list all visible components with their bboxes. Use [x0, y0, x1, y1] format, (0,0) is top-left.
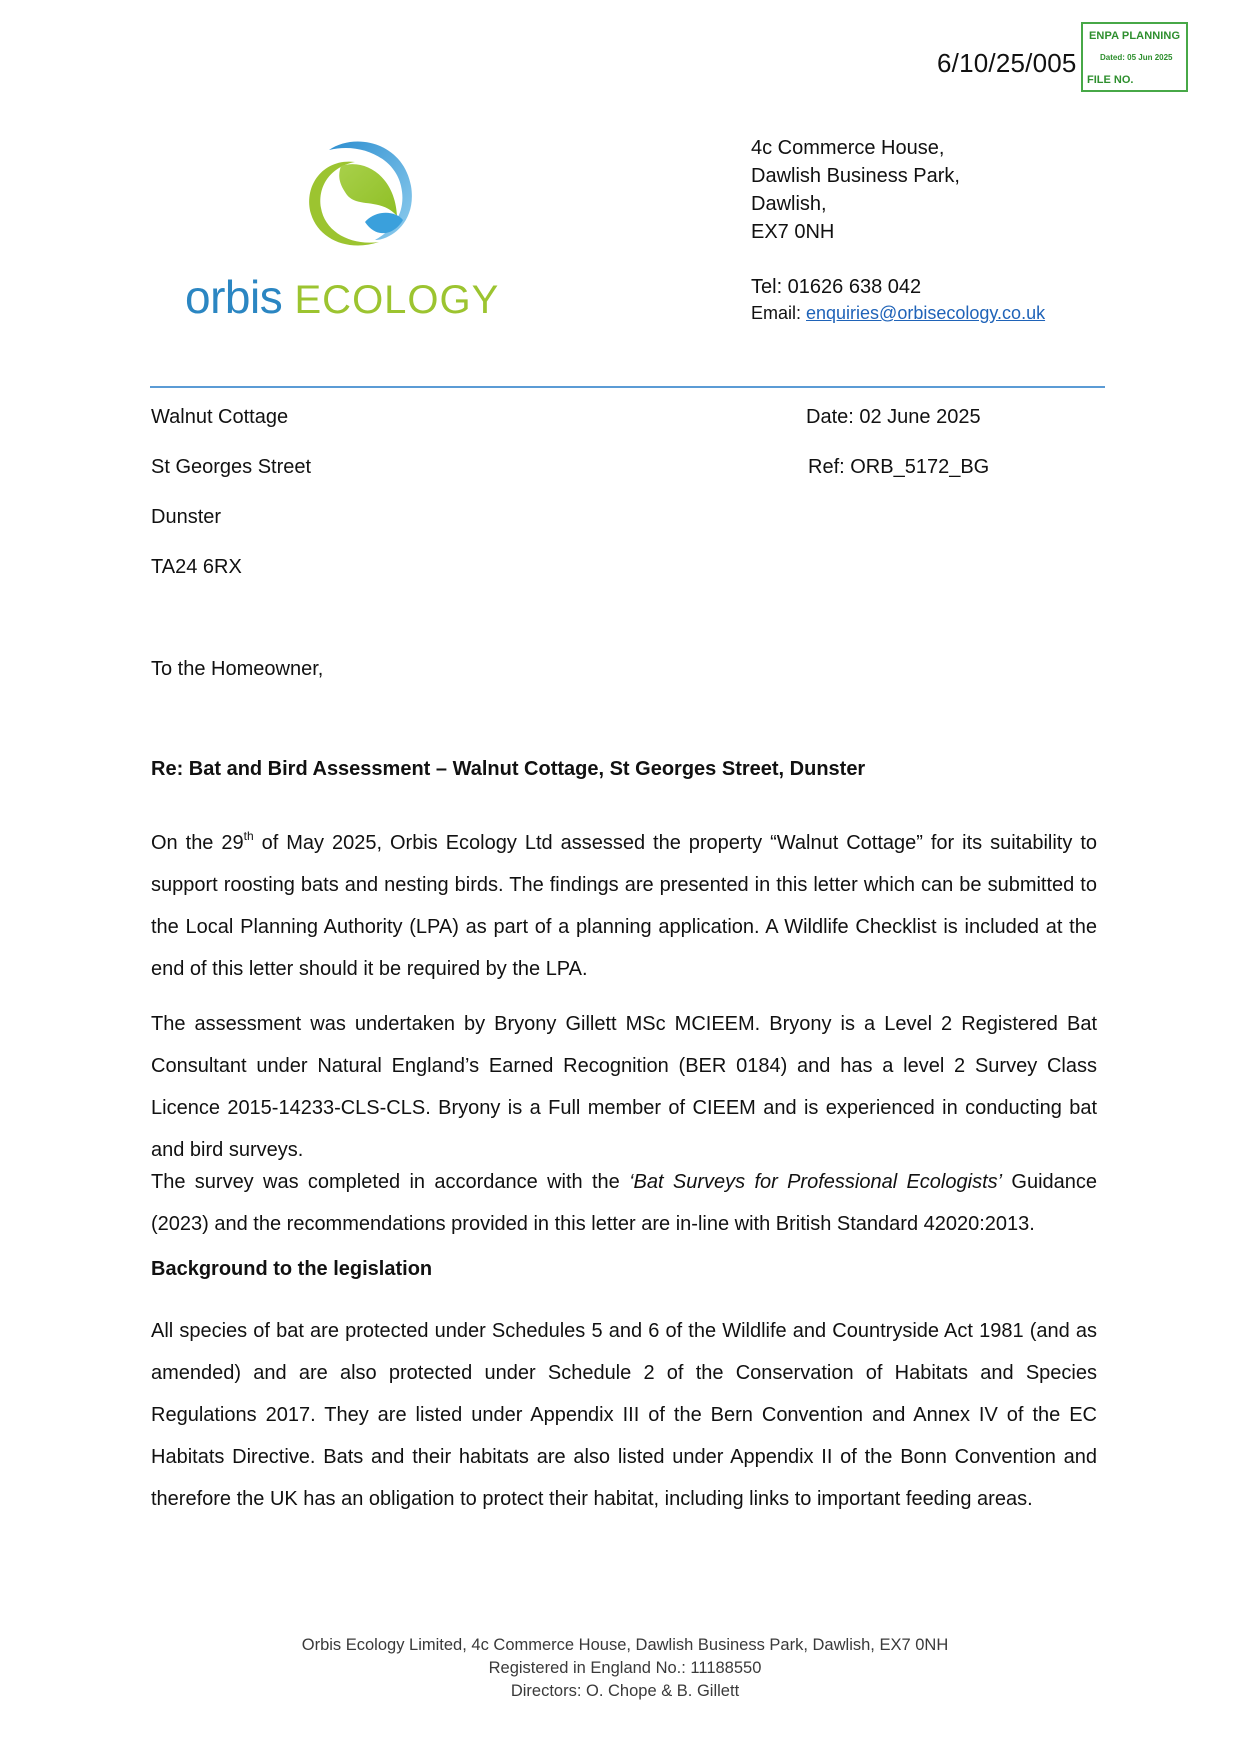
- company-email: [751, 301, 1045, 325]
- footer-registration: Registered in England No.: 11188550: [488, 1659, 762, 1677]
- page-footer: [0, 1634, 1240, 1703]
- paragraph-surveyor: [151, 1003, 1097, 1171]
- paragraph-text: Guidance (2023) and the recommendations provided in this letter are in-line with British Standard 42020:2013.: [151, 1171, 1098, 1235]
- letter-date: Date: 02 June 2025: [806, 406, 981, 428]
- company-address: [751, 134, 960, 246]
- logo-word-ecology: ECOLOGY: [294, 278, 500, 322]
- logo-word-orbis: orbis: [185, 271, 283, 323]
- paragraph-text: On the 29: [151, 832, 244, 854]
- recipient-address-line: Walnut Cottage: [151, 406, 289, 428]
- company-telephone: Tel: 01626 638 042: [751, 276, 922, 298]
- letter-meta: [806, 402, 989, 502]
- section-heading-legislation: Background to the legislation: [151, 1258, 433, 1280]
- paragraph-text: The assessment was undertaken by Bryony Gillett MSc MCIEEM. Bryony is a Level 2 Registered Bat Consultant under Natural England’s Earned Recognition (BER 0184) and has a level 2 Survey Class Licence 2015-14233-CLS-CLS. Bryony is a Full member of CIEEM and is experienced in conducting bat and bird surveys.: [151, 1013, 1097, 1161]
- footer-company-address: Orbis Ecology Limited, 4c Commerce House, Dawlish Business Park, Dawlish, EX7 0NH: [301, 1636, 949, 1654]
- footer-directors: Directors: O. Chope & B. Gillett: [510, 1682, 740, 1700]
- recipient-address-line: TA24 6RX: [151, 556, 242, 578]
- email-label: Email:: [751, 303, 807, 323]
- stamp-dated-value: 05 Jun 2025: [1127, 53, 1173, 62]
- planning-file-number: 6/10/25/005: [937, 48, 1077, 78]
- stamp-file-no-label: FILE NO.: [1087, 74, 1134, 86]
- stamp-dated-label: Dated:: [1100, 53, 1125, 62]
- header-divider: [150, 386, 1105, 388]
- stamp-dated: [1100, 53, 1173, 62]
- email-link[interactable]: enquiries@orbisecology.co.uk: [806, 303, 1046, 323]
- paragraph-legislation: [151, 1310, 1097, 1520]
- paragraph-text: The survey was completed in accordance with the: [151, 1171, 630, 1193]
- paragraph-text: of May 2025, Orbis Ecology Ltd assessed the property “Walnut Cottage” for its suitability to support roosting bats and nesting birds. The findings are presented in this letter which can be submitted to the Local Planning Authority (LPA) as part of a planning application. A Wildlife Checklist is included at the end of this letter should it be required by the LPA.: [151, 832, 1097, 980]
- paragraph-intro: [151, 822, 1097, 990]
- letter-reference: Ref: ORB_5172_BG: [808, 456, 990, 478]
- recipient-address-line: St Georges Street: [151, 456, 312, 478]
- planning-received-stamp: [1081, 22, 1188, 92]
- salutation: To the Homeowner,: [151, 658, 324, 680]
- company-address-line: EX7 0NH: [751, 221, 835, 243]
- guidance-title: ‘Bat Surveys for Professional Ecologists’: [629, 1171, 1003, 1193]
- logo-wordmark: [185, 271, 500, 323]
- recipient-address: [151, 402, 311, 602]
- letter-subject: Re: Bat and Bird Assessment – Walnut Cottage, St Georges Street, Dunster: [151, 758, 866, 780]
- company-address-line: Dawlish Business Park,: [751, 165, 960, 187]
- paragraph-guidance: [151, 1161, 1097, 1245]
- paragraph-text: All species of bat are protected under Schedules 5 and 6 of the Wildlife and Countryside Act 1981 (and as amended) and are also protected under Schedule 2 of the Conservation of Habitats and Species Regulations 2017. They are listed under Appendix III of the Bern Convention and Annex IV of the EC Habitats Directive. Bats and their habitats are also listed under Appendix II of the Bonn Convention and therefore the UK has an obligation to protect their habitat, including links to important feeding areas.: [151, 1320, 1097, 1510]
- ordinal-suffix: th: [243, 829, 254, 843]
- recipient-address-line: Dunster: [151, 506, 222, 528]
- company-address-line: 4c Commerce House,: [751, 137, 945, 159]
- orbis-ecology-logo: [185, 136, 525, 336]
- leaf-globe-icon: [295, 136, 421, 261]
- stamp-title: ENPA PLANNING: [1089, 30, 1181, 42]
- company-address-line: Dawlish,: [751, 193, 827, 215]
